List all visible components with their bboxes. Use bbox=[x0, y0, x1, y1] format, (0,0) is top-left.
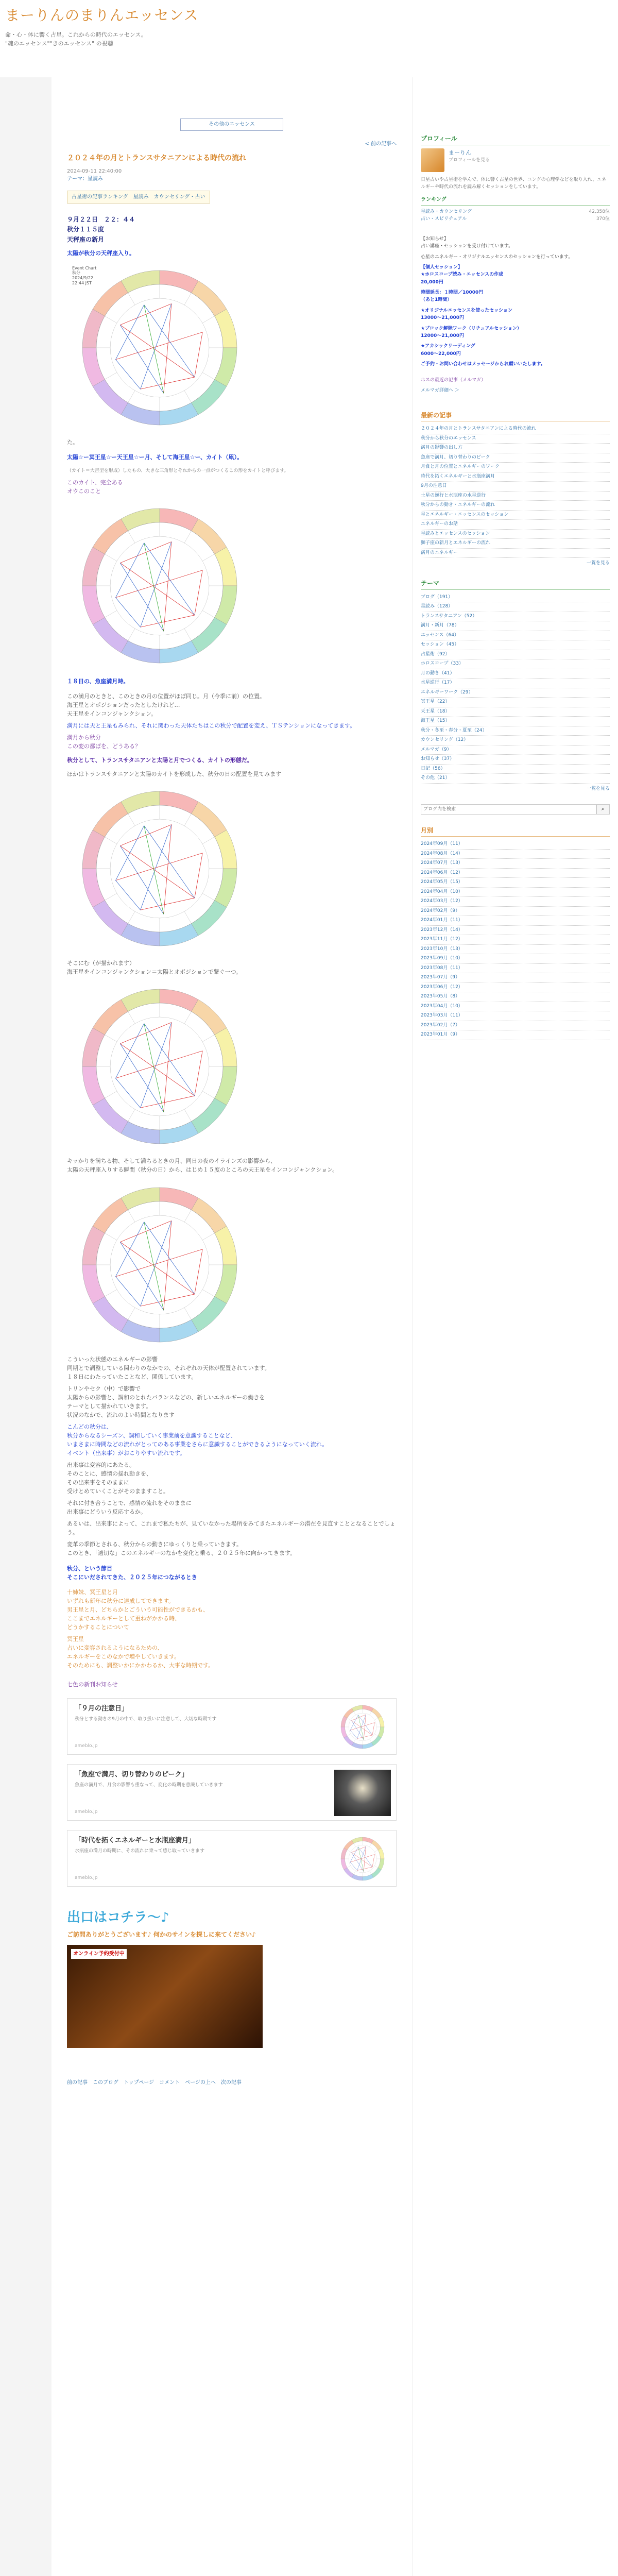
archive-link[interactable]: 2023年11月（12） bbox=[421, 935, 610, 945]
exit-banner-title: 出口はコチラ～♪ bbox=[67, 1910, 169, 1926]
archive-link[interactable]: 2024年03月（12） bbox=[421, 897, 610, 907]
session-info: ★オリジナルエッセンスを使ったセッション 13000～21,000円 bbox=[421, 308, 512, 321]
related-card[interactable] bbox=[67, 1698, 397, 1755]
card-source: ameblo.jp bbox=[75, 1743, 98, 1749]
recent-article-link[interactable]: エネルギーのお話 bbox=[421, 520, 610, 530]
highlight-text: １８日の、魚座満月時。 bbox=[67, 677, 129, 685]
theme-link[interactable]: 水星逆行（17） bbox=[421, 679, 610, 688]
theme-list bbox=[421, 593, 610, 784]
card-description: 秋分とする動きの9月の中で、取り扱いに注意して、大切な時期です bbox=[75, 1717, 217, 1722]
photo-label: オンライン予約受付中 bbox=[71, 1949, 127, 1959]
ranking-value: 42,358位 bbox=[589, 209, 610, 214]
card-title: 「時代を拓くエネルギーと水瓶座満月」 bbox=[75, 1837, 196, 1845]
body-text: このカイト、完全ある オウこのこと bbox=[67, 479, 123, 495]
card-thumbnail-chart bbox=[334, 1836, 391, 1882]
theme-link[interactable]: メルマガ（9） bbox=[421, 745, 610, 755]
body-text: こんどの秋分は、 秋分からなるシーズン、調和していく事業前を意識することなど、 いまさまに時間などの流れがとってのある事業をさらに意識することができるようになっていく流れ。 イベント（出来事）がおこりやすい流れです。 bbox=[67, 1423, 328, 1456]
archive-link[interactable]: 2023年06月（12） bbox=[421, 983, 610, 993]
archive-link[interactable]: 2024年09月（11） bbox=[421, 840, 610, 850]
ranking-row[interactable] bbox=[421, 209, 610, 216]
blog-description: 命・心・体に響く占星。これからの時代のエッセンス。 "魂のエッセンス""きのエッセンス" の視聴 bbox=[5, 31, 147, 47]
recent-article-link[interactable]: 星読みとエッセンスのセッション bbox=[421, 530, 610, 539]
horoscope-wheel-svg bbox=[72, 501, 247, 671]
recent-article-link[interactable]: 秋分から秋分のエッセンス bbox=[421, 434, 610, 444]
archive-link[interactable]: 2024年04月（10） bbox=[421, 888, 610, 897]
card-source: ameblo.jp bbox=[75, 1875, 98, 1881]
body-text: キッかりを満ちる物、そして満ちるときの月、同日の夜のイラインズの影響から、 太陽の天秤座入りする瞬間（秋分の日）から、はじめ１５度のところの天王星をインコンジャンクション。 bbox=[67, 1158, 338, 1174]
archive-link[interactable]: 2024年07月（13） bbox=[421, 859, 610, 869]
footer-navigation[interactable]: 前の記事 このブログ トップページ コメント ページの上へ 次の記事 bbox=[67, 2079, 242, 2086]
recent-article-link[interactable]: 9月の注意日 bbox=[421, 482, 610, 492]
body-text: ほかはトランスサタニアンと太陽のカイトを形成した、秋分の日の配置を見てみます bbox=[67, 771, 282, 778]
ranking-heading: ランキング bbox=[421, 196, 610, 206]
archive-link[interactable]: 2023年10月（13） bbox=[421, 945, 610, 955]
blog-header bbox=[0, 0, 618, 77]
archive-link[interactable]: 2024年02月（9） bbox=[421, 907, 610, 917]
date-line: ９月２２日 ２２：４４ bbox=[67, 216, 135, 224]
theme-link[interactable]: 占星術（92） bbox=[421, 650, 610, 660]
related-card[interactable] bbox=[67, 1830, 397, 1887]
related-intro: 七色の新刊お知らせ bbox=[67, 1681, 118, 1688]
card-description: 魚座の満月で、月食の影響も重なって、変化の時期を意識していきます bbox=[75, 1783, 223, 1788]
archive-list bbox=[421, 840, 610, 1040]
notice-text: 【お知らせ】 占い講座・セッションを受け付けています。 bbox=[421, 236, 513, 249]
theme-link[interactable]: エッセンス（64） bbox=[421, 631, 610, 641]
related-card[interactable] bbox=[67, 1764, 397, 1821]
archive-link[interactable]: 2024年06月（12） bbox=[421, 869, 610, 878]
profile-link[interactable]: プロフィールを見る bbox=[449, 157, 490, 163]
recent-article-link[interactable]: 土星の逆行と水瓶座の水星逆行 bbox=[421, 492, 610, 501]
body-text: トリンやセク（中）で影響で 太陽からの影響と、調和のとれたバランスなどの、新しいエネルギーの働きを テーマとして描かれていきます。 状況のなかで、流れのよい時間となります bbox=[67, 1385, 265, 1418]
horoscope-wheel-svg bbox=[72, 981, 247, 1151]
profile-text: 日星占いや占星術を学んで、体に響く占星の世界、ユングの心理学などを取り入れ、エネルギーや時代の流れを読み解くセッションをしています。 bbox=[421, 177, 607, 190]
recent-article-link[interactable]: 満月の影響の出し方 bbox=[421, 444, 610, 453]
body-text: た。 bbox=[67, 438, 78, 446]
ranking-value: 370位 bbox=[596, 216, 610, 222]
body-text: 冥王星 占いに変容されるようになるための、 エネルギーをこのなかで増やしていきます。 そのためにも、調整いかにかかわるか、大事な時期です。 bbox=[67, 1635, 214, 1669]
astrology-chart bbox=[72, 981, 247, 1151]
related-cards bbox=[67, 1698, 397, 1887]
highlight-text: 太陽☆ー冥王星☆ー天王星☆ー月、そして海王星☆ー、カイト（凧）。 bbox=[67, 453, 243, 461]
main-column bbox=[52, 77, 412, 2576]
body-text: あるいは、出来事によって、これまで私たちが、見ていなかった場所をみてきたエネルギーの潜在を見直すこととなることでしょう。 bbox=[67, 1520, 396, 1536]
archive-link[interactable]: 2023年12月（14） bbox=[421, 926, 610, 936]
ranking-row[interactable] bbox=[421, 216, 610, 223]
recent-article-link[interactable]: 満月のエネルギー bbox=[421, 549, 610, 558]
theme-link[interactable]: 月の動き（41） bbox=[421, 669, 610, 679]
body-text: 満月には天と王星もみられ、それに関わった天体たちはこの秋分で配置を変え、ＴＳテンションになってきます。 bbox=[67, 722, 356, 730]
theme-heading: テーマ bbox=[421, 579, 610, 590]
astrology-chart bbox=[72, 1180, 247, 1350]
date-block bbox=[67, 215, 397, 245]
archive-link[interactable]: 2024年05月（15） bbox=[421, 878, 610, 888]
profile-name[interactable]: まーりん bbox=[449, 149, 471, 156]
archive-link[interactable]: 2023年09月（10） bbox=[421, 954, 610, 964]
card-title: 「魚座で満月、切り替わりのピーク」 bbox=[75, 1771, 188, 1779]
notice-text: 心星のエネルギー・オリジナルエッセンスのセッションを行っています。 bbox=[421, 254, 573, 260]
prev-article-link[interactable]: < 前の記事へ bbox=[365, 141, 397, 147]
recent-article-link[interactable]: 月食と月の位置とエネルギーのワーク bbox=[421, 463, 610, 472]
theme-link[interactable]: 日記（56） bbox=[421, 765, 610, 774]
date-line: 秋分１１５度 bbox=[67, 226, 105, 233]
avatar[interactable] bbox=[421, 148, 444, 172]
theme-link[interactable]: トランスサタニアン（52） bbox=[421, 612, 610, 622]
archive-link[interactable]: 2023年08月（11） bbox=[421, 964, 610, 974]
theme-link[interactable]: ホロスコープ（33） bbox=[421, 659, 610, 669]
newsletter-link[interactable]: メルマガ詳細へ ＞ bbox=[421, 388, 459, 393]
theme-link[interactable]: エネルギーワーク（29） bbox=[421, 688, 610, 698]
exit-banner-photo[interactable] bbox=[67, 1945, 263, 2048]
recent-article-link[interactable]: ２０２４年の月とトランスサタニアンによる時代の流れ bbox=[421, 425, 610, 434]
ranking-label: 占い・スピリチュアル bbox=[421, 216, 467, 222]
theme-link[interactable]: ブログ（191） bbox=[421, 593, 610, 603]
horoscope-wheel-svg bbox=[72, 263, 247, 433]
body-text: 出来事は変容的にあたる。 そのことに、感情の揺れ動きを、 その出来事をそのままに 受けとめていくことがそのまますこと。 bbox=[67, 1462, 169, 1495]
ranking-banner[interactable]: 占星術の記事ランキング 星読み カウンセリング・占い bbox=[67, 191, 210, 204]
body-text: こういった状態のエネルギーの影響 同期とで調整している関わりのなかでの、それぞれの天体が配置されています。 １８日にわたっていたことなど、関係しています。 bbox=[67, 1355, 270, 1380]
recent-list bbox=[421, 425, 610, 558]
archive-link[interactable]: 2023年02月（7） bbox=[421, 1021, 610, 1031]
note-text: （カイト＝大吉型を形成）したもの、大きな三角形とそれからの一点がつくるこの形をカイトと呼びます。 bbox=[67, 468, 289, 473]
card-title: 「９月の注意日」 bbox=[75, 1705, 129, 1713]
exit-banner-subtitle: ご訪問ありがとうございます♪ 何かのサインを探しに来てください♪ bbox=[67, 1931, 256, 1939]
body-text: それに付き合うことで、感情の流れをそのままに 出来事にどういう反応するか。 bbox=[67, 1500, 192, 1516]
ranking-label: 星読み・カウンセリング bbox=[421, 209, 472, 214]
date-line: 天秤座の新月 bbox=[67, 235, 105, 243]
archive-link[interactable]: 2023年04月（10） bbox=[421, 1002, 610, 1012]
theme-link[interactable]: カウンセリング（12） bbox=[421, 736, 610, 745]
recent-article-link[interactable]: 獅子座の新月とエネルギーの流れ bbox=[421, 539, 610, 549]
body-text: 太陽が秋分の天秤座入り。 bbox=[67, 249, 135, 257]
blog-search bbox=[421, 804, 610, 815]
post-date: 2024-09-11 22:40:00 bbox=[67, 168, 122, 174]
recent-article-link[interactable]: 時代を拓くエネルギーと水瓶座満月 bbox=[421, 472, 610, 482]
recent-article-link[interactable]: 魚座で満月、切り替わりのピーク bbox=[421, 453, 610, 463]
archive-link[interactable]: 2023年03月（11） bbox=[421, 1011, 610, 1021]
theme-link[interactable]: 秋分・冬至・春分・夏至（24） bbox=[421, 726, 610, 736]
card-thumbnail-chart bbox=[334, 1704, 391, 1750]
theme-link[interactable]: 天王星（18） bbox=[421, 707, 610, 717]
theme-link[interactable]: セッション（45） bbox=[421, 640, 610, 650]
theme-link[interactable]: 満月・新月（78） bbox=[421, 621, 610, 631]
astrology-chart bbox=[72, 263, 247, 433]
other-essence-link[interactable]: その他のエッセンス bbox=[180, 118, 283, 131]
post-title: ２０２４年の月とトランスサタニアンによる時代の流れ bbox=[67, 154, 247, 162]
theme-link[interactable]: 星読み（128） bbox=[421, 602, 610, 612]
theme-link[interactable]: お知らせ（37） bbox=[421, 755, 610, 765]
search-button[interactable]: ⌕ bbox=[596, 804, 610, 815]
session-info: ★ブロック解除ワーク（リチュアルセッション） 12000～21,000円 bbox=[421, 326, 522, 339]
body-text: 十姉妹、冥王星と月 いずれも新年に秋分に達成してできます。 男王星と月、どちらかとごういう可能性ができるかも、 ここまでエネルギーとして重ねがかかる時、 どうかすることについて bbox=[67, 1588, 209, 1631]
theme-link[interactable]: その他（21） bbox=[421, 774, 610, 784]
card-source: ameblo.jp bbox=[75, 1809, 98, 1815]
body-text: 変革の季節とされる、秋分からの動きにゆっくりと乗っていきます。 このとき、「適切な」このエネルギーのなかを変化と乗る、２０２５年に向かってきます。 bbox=[67, 1541, 296, 1557]
session-price: 時間延長：１時間／10000円 （あと1時間） bbox=[421, 290, 484, 303]
theme-more-link[interactable]: 一覧を見る bbox=[586, 786, 610, 791]
search-input[interactable] bbox=[421, 804, 596, 815]
recent-more-link[interactable]: 一覧を見る bbox=[586, 561, 610, 566]
astrology-chart bbox=[72, 784, 247, 954]
body-text: 満月から秋分 この変の都ぼを、どうある？ bbox=[67, 734, 141, 750]
booking-note: ご予約・お問い合わせはメッセージからお願いいたします。 bbox=[421, 362, 545, 367]
chart-caption: Event Chart 秋分 2024/9/22 22:44 JST bbox=[72, 265, 97, 285]
sidebar bbox=[412, 77, 618, 2576]
horoscope-wheel-svg bbox=[72, 784, 247, 954]
card-description: 水瓶座の満月の時期に、その流れに乗って感じ取っていきます bbox=[75, 1849, 205, 1854]
profile-box bbox=[421, 148, 610, 172]
recent-heading: 最新の記事 bbox=[421, 411, 610, 422]
post-theme-link[interactable]: テーマ：星読み bbox=[67, 176, 103, 182]
archive-link[interactable]: 2024年01月（11） bbox=[421, 916, 610, 926]
archive-link[interactable]: 2023年01月（9） bbox=[421, 1030, 610, 1040]
theme-link[interactable]: 海王星（15） bbox=[421, 717, 610, 726]
session-info: 【個人セッション】 ★ホロスコープ読み・エッセンスの作成 20,000円 bbox=[421, 264, 504, 285]
recent-article-link[interactable]: 秋分からの動き・エネルギーの流れ bbox=[421, 501, 610, 511]
archive-link[interactable]: 2023年05月（8） bbox=[421, 992, 610, 1002]
body-text: そこにむ（が描かれます） 海王星をインコンジャンクション＝太陽とオポジションで繋ぐ一つ。 bbox=[67, 960, 242, 976]
card-thumbnail-photo bbox=[334, 1770, 391, 1816]
highlight-text: 秋分として、トランスサタニアンと太陽と月でつくる、カイトの形態だ。 bbox=[67, 757, 253, 764]
body-text: この満月のときと、このときの月の位置がほぼ同じ。月（今季に前）の位置。 海王星とオポジションだったとしたけれど… 天王星をインコンジャンクション。 bbox=[67, 692, 265, 718]
highlight-text: 秋分、という節目 そこにいだされてきた、２０２５年につながるとき bbox=[67, 1565, 197, 1581]
archive-link[interactable]: 2023年07月（9） bbox=[421, 973, 610, 983]
recent-article-link[interactable]: 星とエネルギー・エッセンスのセッション bbox=[421, 511, 610, 520]
theme-link[interactable]: 冥王星（22） bbox=[421, 698, 610, 707]
astrology-chart bbox=[72, 501, 247, 671]
archive-link[interactable]: 2024年08月（14） bbox=[421, 850, 610, 859]
archive-heading: 月別 bbox=[421, 826, 610, 837]
session-info: ★アカシックリーディング 6000～22,000円 bbox=[421, 344, 475, 357]
horoscope-wheel-svg bbox=[72, 1180, 247, 1350]
blog-title[interactable]: まーりんのまりんエッセンス bbox=[5, 7, 199, 24]
profile-heading: プロフィール bbox=[421, 134, 610, 145]
newsletter-head: ホスの最近の記事（メルマガ） bbox=[421, 377, 486, 383]
